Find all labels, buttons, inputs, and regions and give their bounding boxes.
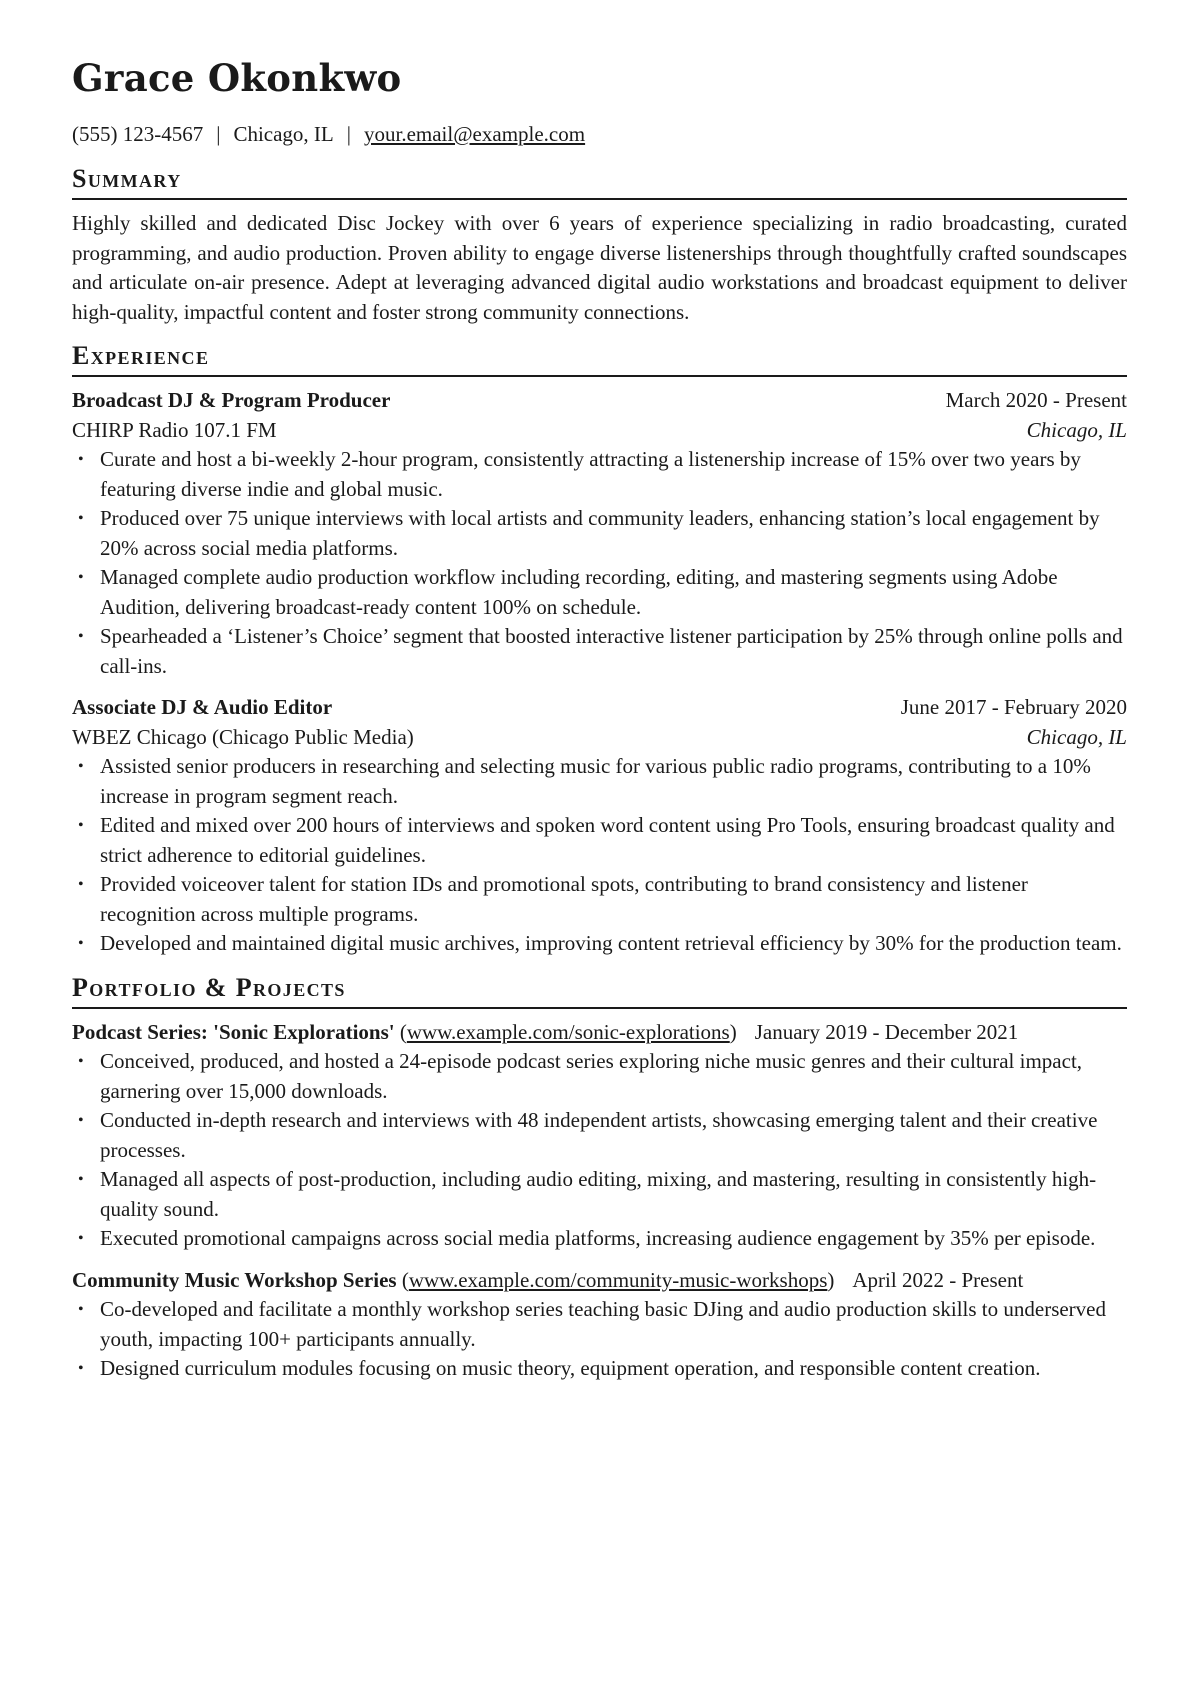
bullet-item [72, 752, 1127, 811]
project-link[interactable]: www.example.com/sonic-explorations [406, 1019, 730, 1044]
job-subheader [72, 416, 1127, 446]
email-link[interactable]: your.email@example.com [363, 122, 586, 146]
bullet-icon: • [78, 1112, 84, 1129]
job-subheader [72, 723, 1127, 753]
bullet-item [72, 870, 1127, 929]
project-dates: January 2019 - December 2021 [754, 1019, 1019, 1044]
bullet-icon: • [78, 510, 84, 527]
company-name: CHIRP Radio 107.1 FM [72, 417, 277, 442]
job-entry [72, 693, 1127, 959]
bullet-icon: • [78, 628, 84, 645]
bullet-item [72, 445, 1127, 504]
bullet-list [72, 752, 1127, 959]
bullet-list [72, 1047, 1127, 1254]
contact-separator: | [216, 122, 221, 146]
job-header [72, 386, 1127, 416]
bullet-icon: • [78, 817, 84, 834]
bullet-item [72, 563, 1127, 622]
bullet-item [72, 622, 1127, 681]
project-header: Podcast Series: 'Sonic Explorations' (www.example.com/sonic-explorations) January 2019 - December 2021 [72, 1019, 1019, 1044]
experience-list [72, 386, 1127, 959]
bullet-item [72, 1047, 1127, 1106]
bullet-icon: • [78, 935, 84, 952]
portfolio-list [72, 1018, 1127, 1384]
bullet-icon: • [78, 1171, 84, 1188]
bullet-icon: • [78, 1230, 84, 1247]
bullet-icon: • [78, 451, 84, 468]
bullet-text: Spearheaded a ‘Listener’s Choice’ segment that boosted interactive listener participation by 25% through online polls and call-ins. [100, 624, 1123, 678]
experience-heading: Experience [72, 343, 1127, 377]
bullet-item [72, 811, 1127, 870]
bullet-list [72, 1295, 1127, 1384]
bullet-text: Designed curriculum modules focusing on music theory, equipment operation, and responsible content creation. [100, 1356, 1041, 1380]
bullet-text: Developed and maintained digital music archives, improving content retrieval efficiency by 30% for the production team. [100, 931, 1122, 955]
job-dates: March 2020 - Present [945, 388, 1127, 412]
bullet-icon: • [78, 876, 84, 893]
project-entry [72, 1018, 1127, 1254]
bullet-icon: • [78, 569, 84, 586]
job-dates: June 2017 - February 2020 [900, 695, 1127, 719]
bullet-item [72, 1224, 1127, 1254]
project-title: Podcast Series: 'Sonic Explorations' [72, 1019, 395, 1044]
resume-page [72, 56, 1127, 1384]
contact-location: Chicago, IL [233, 122, 334, 146]
bullet-icon: • [78, 1053, 84, 1070]
bullet-item [72, 1295, 1127, 1354]
bullet-text: Provided voiceover talent for station IDs and promotional spots, contributing to brand consistency and listener recognition across multiple programs. [100, 872, 1028, 926]
bullet-icon: • [78, 1301, 84, 1318]
bullet-text: Edited and mixed over 200 hours of interviews and spoken word content using Pro Tools, ensuring broadcast quality and strict adherence to editorial guidelines. [100, 813, 1115, 867]
bullet-icon: • [78, 758, 84, 775]
job-title: Broadcast DJ & Program Producer [72, 388, 391, 412]
summary-text: Highly skilled and dedicated Disc Jockey with over 6 years of experience specializing in radio broadcasting, curated programming, and audio production. Proven ability to engage diverse listenerships through thoughtfully crafted soundscapes and articulate on-air presence. Adept at leveraging advanced digital audio workstations and broadcast equipment to deliver high-quality, impactful content and foster strong community connections. [72, 211, 1127, 324]
bullet-text: Executed promotional campaigns across social media platforms, increasing audience engagement by 35% per episode. [100, 1226, 1096, 1250]
portfolio-heading: Portfolio & Projects [72, 975, 1127, 1009]
bullet-item [72, 1106, 1127, 1165]
job-location: Chicago, IL [1026, 724, 1127, 749]
bullet-text: Assisted senior producers in researching and selecting music for various public radio programs, contributing to a 10% increase in program segment reach. [100, 754, 1091, 808]
job-entry [72, 386, 1127, 681]
job-title: Associate DJ & Audio Editor [72, 695, 333, 719]
bullet-text: Curate and host a bi-weekly 2-hour program, consistently attracting a listenership increase of 15% over two years by featuring diverse indie and global music. [100, 447, 1081, 501]
project-link[interactable]: www.example.com/community-music-workshops [408, 1267, 828, 1292]
project-header: Community Music Workshop Series (www.example.com/community-music-workshops) April 2022 - Present [72, 1267, 1024, 1292]
project-entry [72, 1266, 1127, 1384]
bullet-text: Managed complete audio production workflow including recording, editing, and mastering segments using Adobe Audition, delivering broadcast-ready content 100% on schedule. [100, 565, 1058, 619]
job-header [72, 693, 1127, 723]
bullet-list [72, 445, 1127, 681]
contact-separator: | [346, 122, 351, 146]
bullet-text: Produced over 75 unique interviews with local artists and community leaders, enhancing station’s local engagement by 20% across social media platforms. [100, 506, 1100, 560]
project-dates: April 2022 - Present [852, 1267, 1024, 1292]
bullet-item [72, 504, 1127, 563]
bullet-text: Managed all aspects of post-production, including audio editing, mixing, and mastering, resulting in consistently high-quality sound. [100, 1167, 1097, 1221]
contact-line [72, 124, 1127, 150]
job-location: Chicago, IL [1026, 417, 1127, 442]
candidate-name: Grace Okonkwo [72, 56, 402, 100]
bullet-item [72, 1165, 1127, 1224]
bullet-icon: • [78, 1360, 84, 1377]
phone-number: (555) 123-4567 [72, 122, 204, 146]
company-name: WBEZ Chicago (Chicago Public Media) [72, 724, 414, 749]
bullet-text: Conducted in-depth research and interviews with 48 independent artists, showcasing emerging talent and their creative processes. [100, 1108, 1098, 1162]
bullet-item [72, 929, 1127, 959]
bullet-item [72, 1354, 1127, 1384]
project-title: Community Music Workshop Series [72, 1267, 397, 1292]
bullet-text: Conceived, produced, and hosted a 24-episode podcast series exploring niche music genres and their cultural impact, garnering over 15,000 downloads. [100, 1049, 1083, 1103]
bullet-text: Co-developed and facilitate a monthly workshop series teaching basic DJing and audio production skills to underserved youth, impacting 100+ participants annually. [100, 1297, 1107, 1351]
summary-heading: Summary [72, 166, 1127, 200]
